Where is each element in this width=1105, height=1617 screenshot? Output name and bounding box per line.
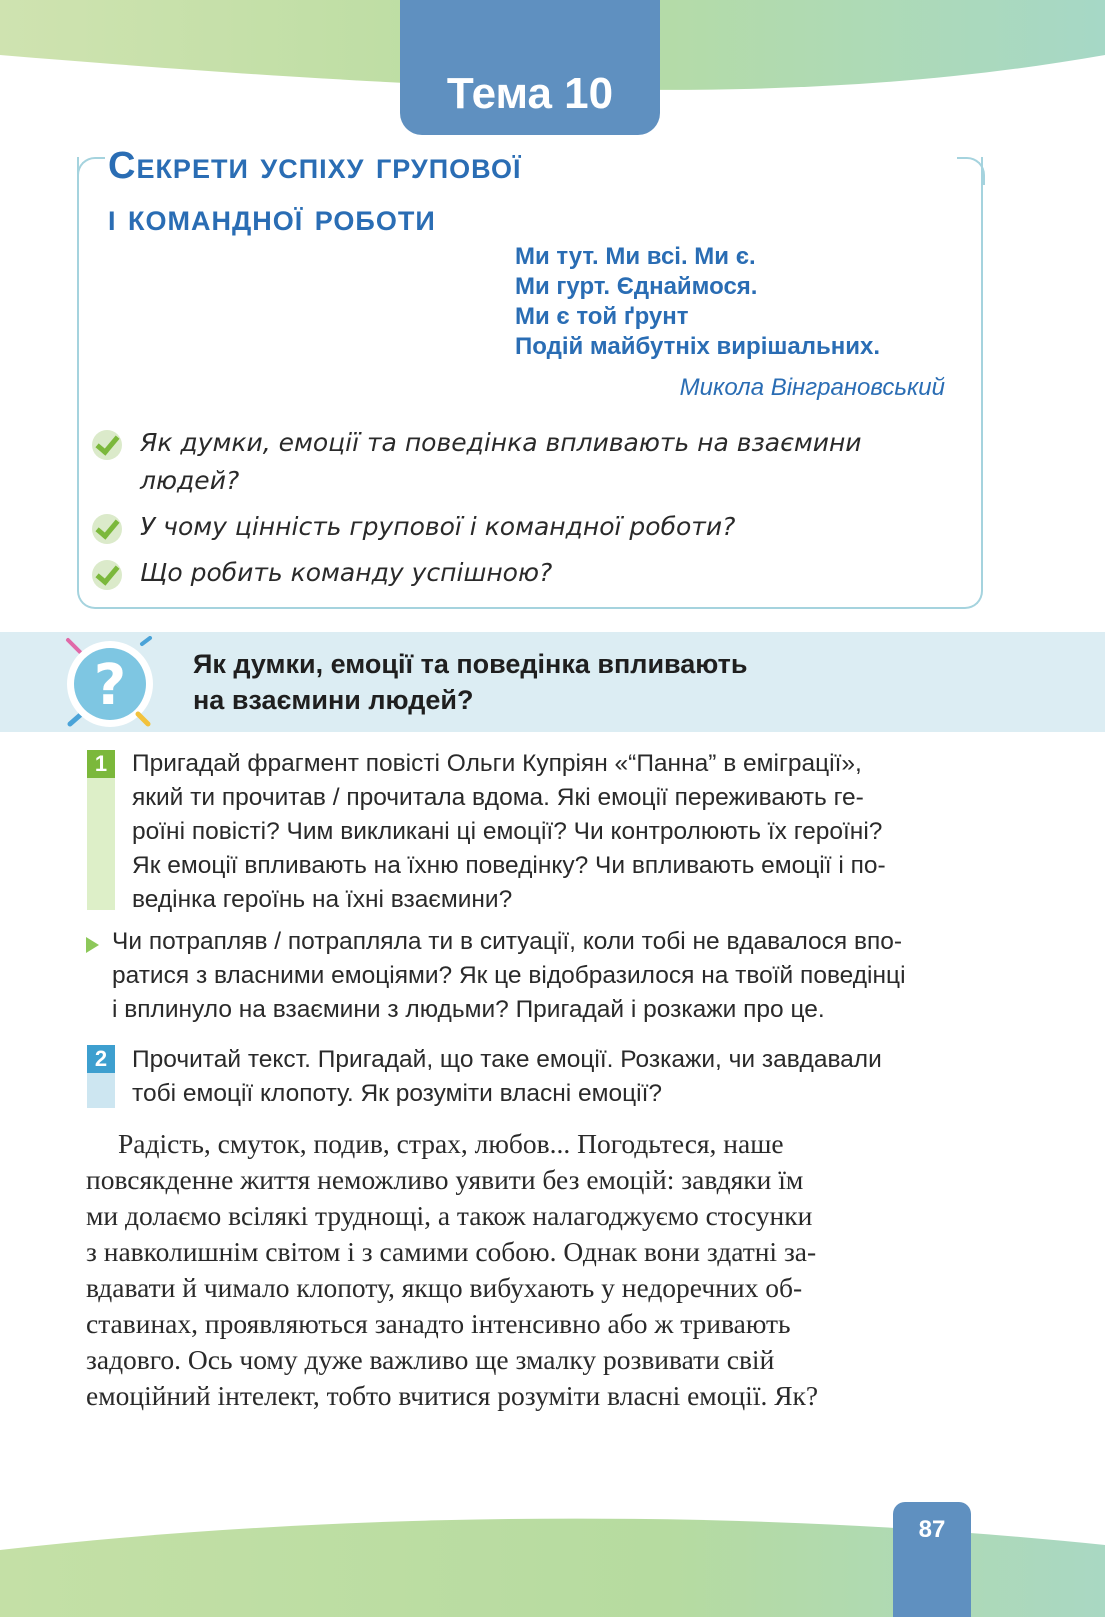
question-text: У чому цінність групової і командної роботи?: [140, 512, 736, 541]
section-title-line-2: на взаємини людей?: [193, 685, 474, 715]
task-1-extra-line: Чи потрапляв / потрапляла ти в ситуації, коли тобі не вдавалося впо-: [112, 928, 903, 955]
page-number: 87: [893, 1502, 971, 1617]
check-icon: [92, 560, 122, 590]
question-icon: [60, 636, 160, 731]
section-title: [193, 646, 748, 718]
question-text: Як думки, емоції та поведінка впливають на взаємини людей?: [140, 428, 862, 495]
task-1-line: який ти прочитав / прочитала вдома. Які емоції переживають ге-: [132, 784, 864, 811]
task-1-line: ведінка героїнь на їхні взаємини?: [132, 886, 513, 913]
key-questions-list: [92, 424, 952, 600]
epigraph-line: Подій майбутніх вирішальних.: [515, 333, 880, 360]
task-1-extra-line: і вплинуло на взаємини з людьми? Пригадай і розкажи про це.: [112, 996, 825, 1023]
reading-text-line: ставинах, проявляються занадто інтенсивно або ж тривають: [86, 1308, 791, 1339]
check-icon: [92, 430, 122, 460]
task-1-extra-line: ратися з власними емоціями? Як це відобразилося на твоїй поведінці: [112, 962, 906, 989]
reading-text-line: повсякденне життя неможливо уявити без емоцій: завдяки їм: [86, 1164, 804, 1195]
section-title-line-1: Як думки, емоції та поведінка впливають: [193, 649, 748, 679]
page-title-line-1: Секрети успіху групової: [108, 145, 522, 187]
epigraph-line: Ми є той ґрунт: [515, 303, 689, 330]
task-1-number: 1: [87, 750, 115, 778]
reading-text-line: Радість, смуток, подив, страх, любов... Погодьтеся, наше: [118, 1128, 784, 1159]
check-icon: [92, 514, 122, 544]
epigraph: [515, 242, 880, 362]
task-2-line: Прочитай текст. Пригадай, що таке емоції. Розкажи, чи завдавали: [132, 1046, 882, 1073]
arrow-right-icon: [86, 937, 99, 953]
task-1-line: Пригадай фрагмент повісті Ольги Купріян «“Панна” в еміграції»,: [132, 750, 862, 777]
reading-text-line: задовго. Ось чому дуже важливо ще змалку розвивати свій: [86, 1344, 775, 1375]
epigraph-author: Микола Вінграновський: [679, 374, 945, 401]
task-1-additional-text: [112, 925, 972, 1027]
task-1-text: [132, 747, 972, 917]
epigraph-line: Ми гурт. Єднаймося.: [515, 273, 758, 300]
task-2-number: 2: [87, 1045, 115, 1073]
task-1-line: Як емоції впливають на їхню поведінку? Чи впливають емоції і по-: [132, 852, 886, 879]
page-title-line-2: і командної роботи: [108, 197, 436, 239]
reading-text-line: ми долаємо всілякі труднощі, а також налагоджуємо стосунки: [86, 1200, 813, 1231]
theme-tab: Тема 10: [400, 0, 660, 135]
reading-text-line: вдавати й чимало клопоту, якщо вибухають у недоречних об-: [86, 1272, 803, 1303]
reading-text-line: емоційний інтелект, тобто вчитися розуміти власні емоції. Як?: [86, 1380, 819, 1411]
task-1-line: роїні повісті? Чим викликані ці емоції? Чи контролюють їх героїні?: [132, 818, 883, 845]
task-2-line: тобі емоції клопоту. Як розуміти власні емоції?: [132, 1080, 663, 1107]
list-item: [92, 554, 952, 592]
list-item: [92, 424, 952, 500]
reading-text-line: з навколишнім світом і з самими собою. Однак вони здатні за-: [86, 1236, 817, 1267]
reading-text: [86, 1126, 973, 1414]
task-2-text: [132, 1043, 972, 1111]
question-text: Що робить команду успішною?: [140, 558, 553, 587]
epigraph-line: Ми тут. Ми всі. Ми є.: [515, 243, 756, 270]
list-item: [92, 508, 952, 546]
page-title: [108, 140, 521, 244]
svg-text:?: ?: [93, 653, 127, 718]
